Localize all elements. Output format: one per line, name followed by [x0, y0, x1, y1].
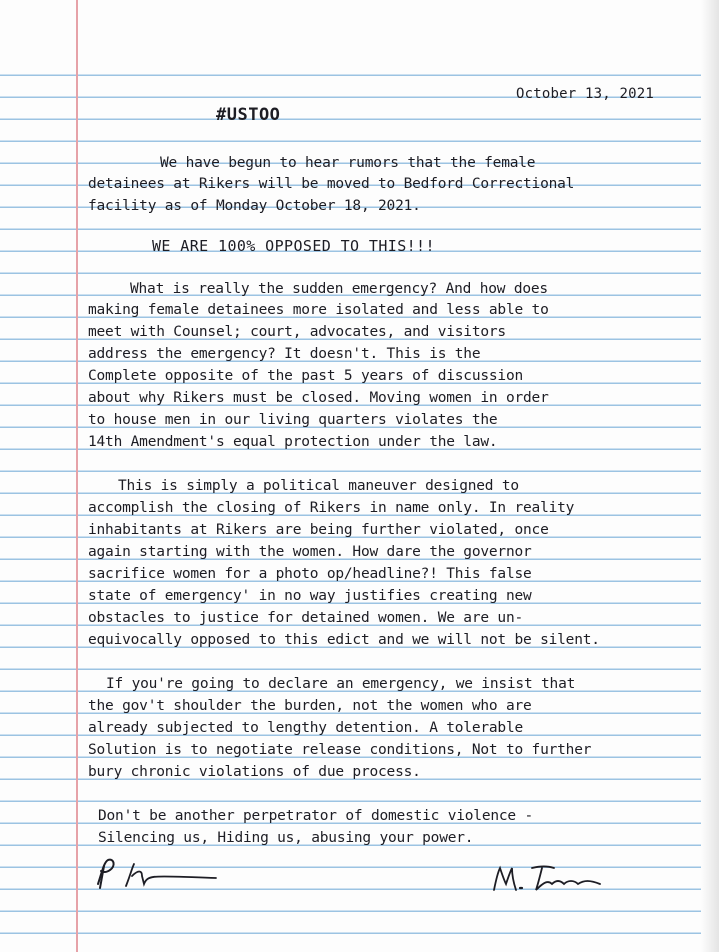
letter-line: inhabitants at Rikers are being further violated, once: [88, 522, 549, 538]
letter-line: If you're going to declare an emergency, we insist that: [106, 676, 576, 692]
letter-line: about why Rikers must be closed. Moving women in order: [88, 390, 549, 406]
letter-date: October 13, 2021: [516, 86, 655, 102]
letter-line: This is simply a political maneuver designed to: [118, 478, 519, 494]
letter-line: accomplish the closing of Rikers in name only. In reality: [88, 500, 575, 516]
letter-line: obstacles to justice for detained women. We are un-: [88, 610, 524, 626]
opposition-statement: WE ARE 100% OPPOSED TO THIS!!!: [152, 237, 435, 255]
letter-line: sacrifice women for a photo op/headline?! This false: [88, 566, 532, 582]
signature-left: [92, 854, 232, 894]
page-top-margin: [0, 0, 719, 60]
page-edge-shadow: [701, 0, 719, 952]
letter-line: What is really the sudden emergency? And how does: [130, 281, 548, 297]
letter-line: Complete opposite of the past 5 years of discussion: [88, 368, 524, 384]
letter-line: Silencing us, Hiding us, abusing your power.: [98, 830, 474, 846]
letter-line: bury chronic violations of due process.: [88, 764, 421, 780]
letter-line: Solution is to negotiate release conditions, Not to further: [88, 742, 592, 758]
letter-line: meet with Counsel; court, advocates, and visitors: [88, 324, 506, 340]
letter-line: Don't be another perpetrator of domestic violence -: [98, 808, 534, 824]
letter-title: #USTOO: [216, 105, 281, 125]
letter-line: state of emergency' in no way justifies creating new: [88, 588, 532, 604]
letter-line: making female detainees more isolated and less able to: [88, 302, 549, 318]
letter-line: address the emergency? It doesn't. This is the: [88, 346, 481, 362]
letter-line: again starting with the women. How dare the governor: [88, 544, 532, 560]
letter-line: detainees at Rikers will be moved to Bedford Correctional: [88, 176, 575, 192]
letter-line: the gov't shoulder the burden, not the women who are: [88, 698, 532, 714]
signature-right: [488, 860, 618, 896]
letter-line: already subjected to lengthy detention. A tolerable: [88, 720, 524, 736]
letter-line: facility as of Monday October 18, 2021.: [88, 198, 421, 214]
letter-line: to house men in our living quarters violates the: [88, 412, 498, 428]
margin-line: [76, 0, 78, 952]
letter-line: 14th Amendment's equal protection under the law.: [88, 434, 498, 450]
letter-line: We have begun to hear rumors that the female: [160, 155, 536, 171]
letter-line: equivocally opposed to this edict and we will not be silent.: [88, 632, 600, 648]
